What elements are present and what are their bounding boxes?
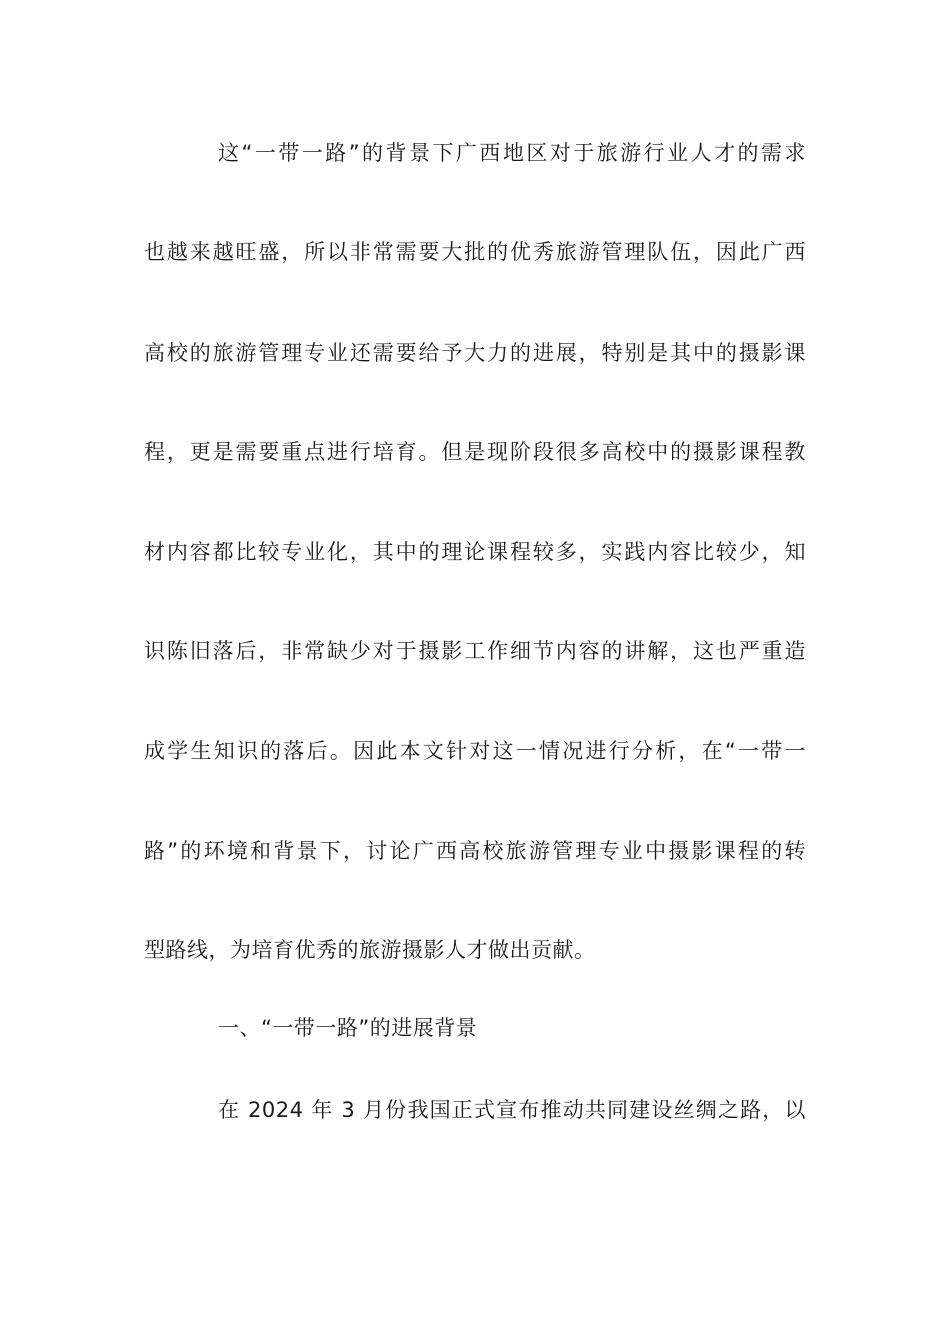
paragraph-line: 成学生知识的落后。因此本文针对这一情况进行分析，在“一带一 (144, 739, 806, 763)
section-heading: 一、“一带一路”的进展背景 (218, 1016, 478, 1040)
paragraph-line: 这“一带一路”的背景下广西地区对于旅游行业人才的需求 (218, 141, 806, 165)
paragraph-line: 也越来越旺盛，所以非常需要大批的优秀旅游管理队伍，因此广西 (144, 240, 806, 264)
paragraph-line: 路”的环境和背景下，讨论广西高校旅游管理专业中摄影课程的转 (144, 839, 806, 863)
paragraph-line: 高校的旅游管理专业还需要给予大力的进展，特别是其中的摄影课 (144, 341, 806, 365)
paragraph-line: 型路线，为培育优秀的旅游摄影人才做出贡献。 (144, 938, 596, 962)
paragraph-line: 材内容都比较专业化，其中的理论课程较多，实践内容比较少，知 (144, 540, 806, 564)
paragraph-line: 在 2024 年 3 月份我国正式宣布推动共同建设丝绸之路，以 (218, 1098, 806, 1122)
paragraph-line: 程，更是需要重点进行培育。但是现阶段很多高校中的摄影课程教 (144, 440, 806, 464)
paragraph-line: 识陈旧落后，非常缺少对于摄影工作细节内容的讲解，这也严重造 (144, 639, 806, 663)
